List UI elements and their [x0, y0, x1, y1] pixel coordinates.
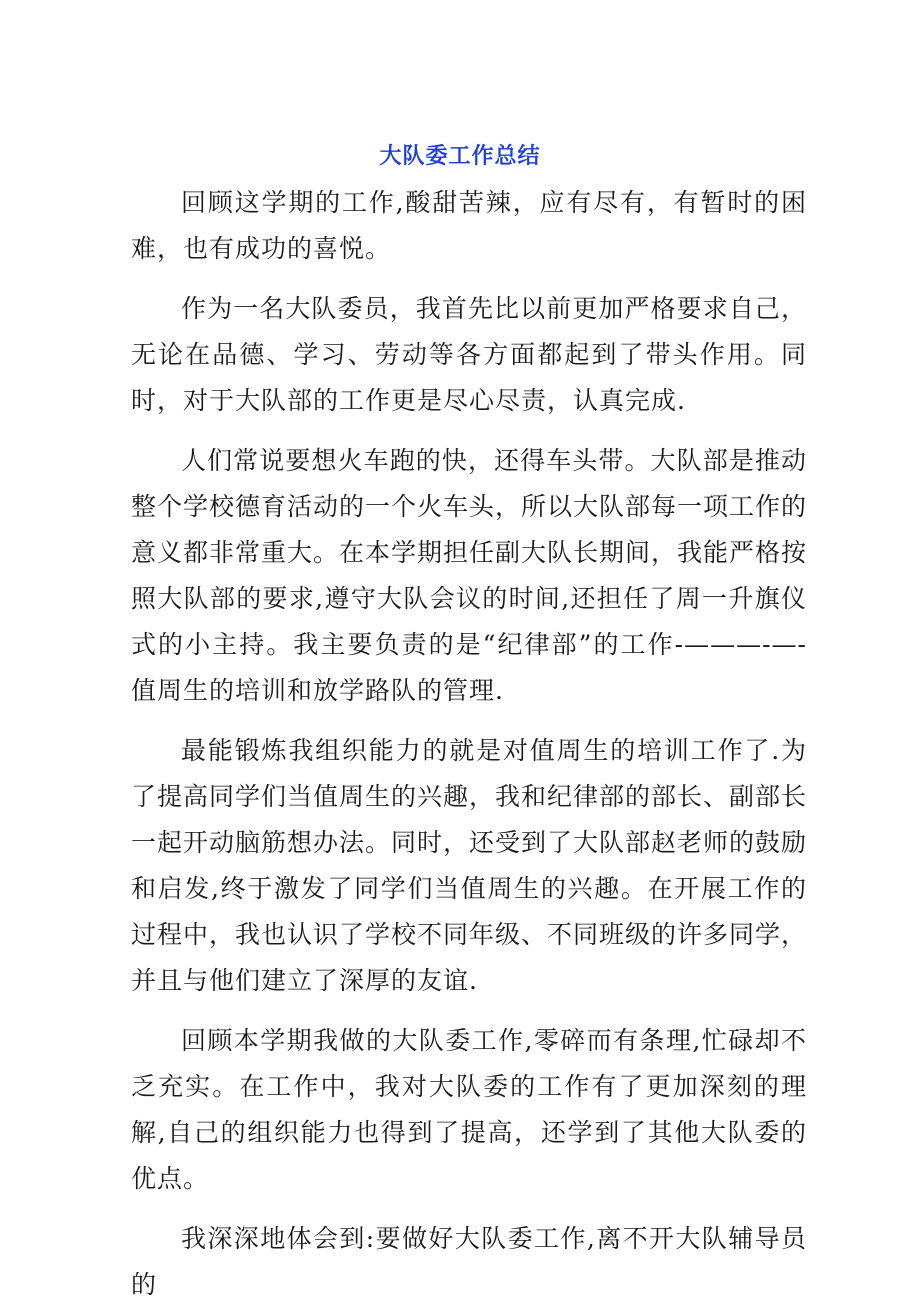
paragraph-6: 我深深地体会到:要做好大队委工作,离不开大队辅导员的 — [131, 1224, 807, 1299]
paragraph-4: 最能锻炼我组织能力的就是对值周生的培训工作了.为了提高同学们当值周生的兴趣，我和纪律部的部长、副部长一起开动脑筋想办法。同时，还受到了大队部赵老师的鼓励和启发,终于激发了同学们当值周生的兴趣。在开展工作的过程中，我也认识了学校不同年级、不同班级的许多同学，并且与他们建立了深厚的友谊. — [131, 736, 808, 995]
paragraph-1: 回顾这学期的工作,酸甜苦辣，应有尽有，有暂时的困难，也有成功的喜悦。 — [131, 188, 807, 263]
paragraph-2: 作为一名大队委员，我首先比以前更加严格要求自己，无论在品德、学习、劳动等各方面都起到了带头作用。同时，对于大队部的工作更是尽心尽责，认真完成. — [131, 294, 807, 415]
paragraph-5: 回顾本学期我做的大队委工作,零碎而有条理,忙碌却不乏充实。在工作中，我对大队委的工作有了更加深刻的理解,自己的组织能力也得到了提高，还学到了其他大队委的优点。 — [131, 1026, 807, 1193]
paragraph-3: 人们常说要想火车跑的快，还得车头带。大队部是推动整个学校德育活动的一个火车头，所以大队部每一项工作的意义都非常重大。在本学期担任副大队长期间，我能严格按照大队部的要求,遵守大队会议的时间,还担任了周一升旗仪式的小主持。我主要负责的是“纪律部”的工作-———-—-值周生的培训和放学路队的管理. — [131, 446, 808, 705]
document-title: 大队委工作总结 — [379, 144, 541, 169]
document-body — [131, 180, 807, 1308]
